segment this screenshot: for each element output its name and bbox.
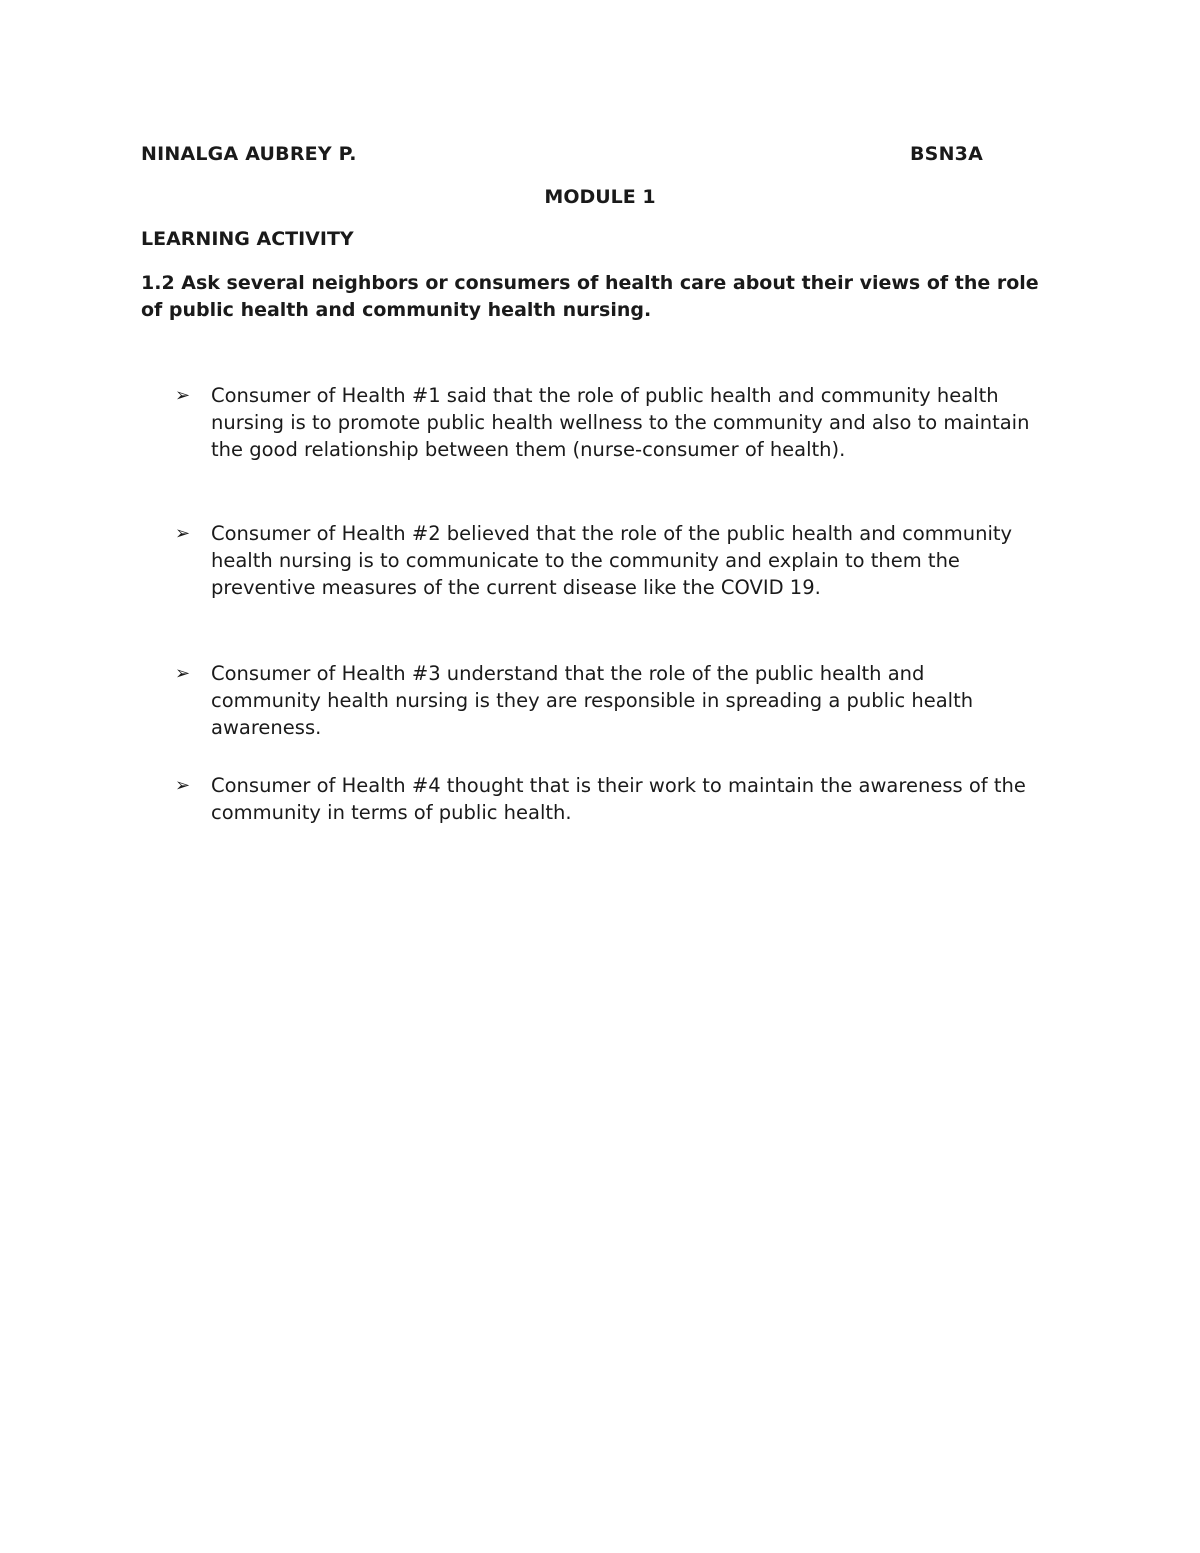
list-item — [175, 520, 1035, 601]
response-text: Consumer of Health #2 believed that the role of the public health and community health nursing is to communicate to the community and explain to them the preventive measures of the current disease like the COVID 19. — [211, 522, 1013, 599]
arrow-bullet-icon: ➢ — [175, 775, 191, 796]
list-item — [175, 382, 1035, 463]
module-title: MODULE 1 — [544, 186, 656, 208]
activity-question: 1.2 Ask several neighbors or consumers of health care about their views of the role of public health and community health nursing. — [141, 272, 1039, 321]
student-name: NINALGA AUBREY P. — [141, 143, 357, 165]
list-item — [175, 772, 1035, 826]
response-text: Consumer of Health #3 understand that the role of the public health and community health nursing is they are responsible in spreading a public health awareness. — [211, 662, 974, 739]
arrow-bullet-icon: ➢ — [175, 523, 191, 544]
student-section: BSN3A — [910, 143, 983, 165]
response-text: Consumer of Health #1 said that the role of public health and community health nursing is to promote public health wellness to the community and also to maintain the good relationship between them (nurse-consumer of health). — [211, 384, 1030, 461]
response-text: Consumer of Health #4 thought that is their work to maintain the awareness of the community in terms of public health. — [211, 774, 1026, 824]
arrow-bullet-icon: ➢ — [175, 663, 191, 684]
list-item — [175, 660, 1035, 741]
header-row — [141, 143, 983, 165]
arrow-bullet-icon: ➢ — [175, 385, 191, 406]
activity-title: LEARNING ACTIVITY — [141, 228, 354, 250]
